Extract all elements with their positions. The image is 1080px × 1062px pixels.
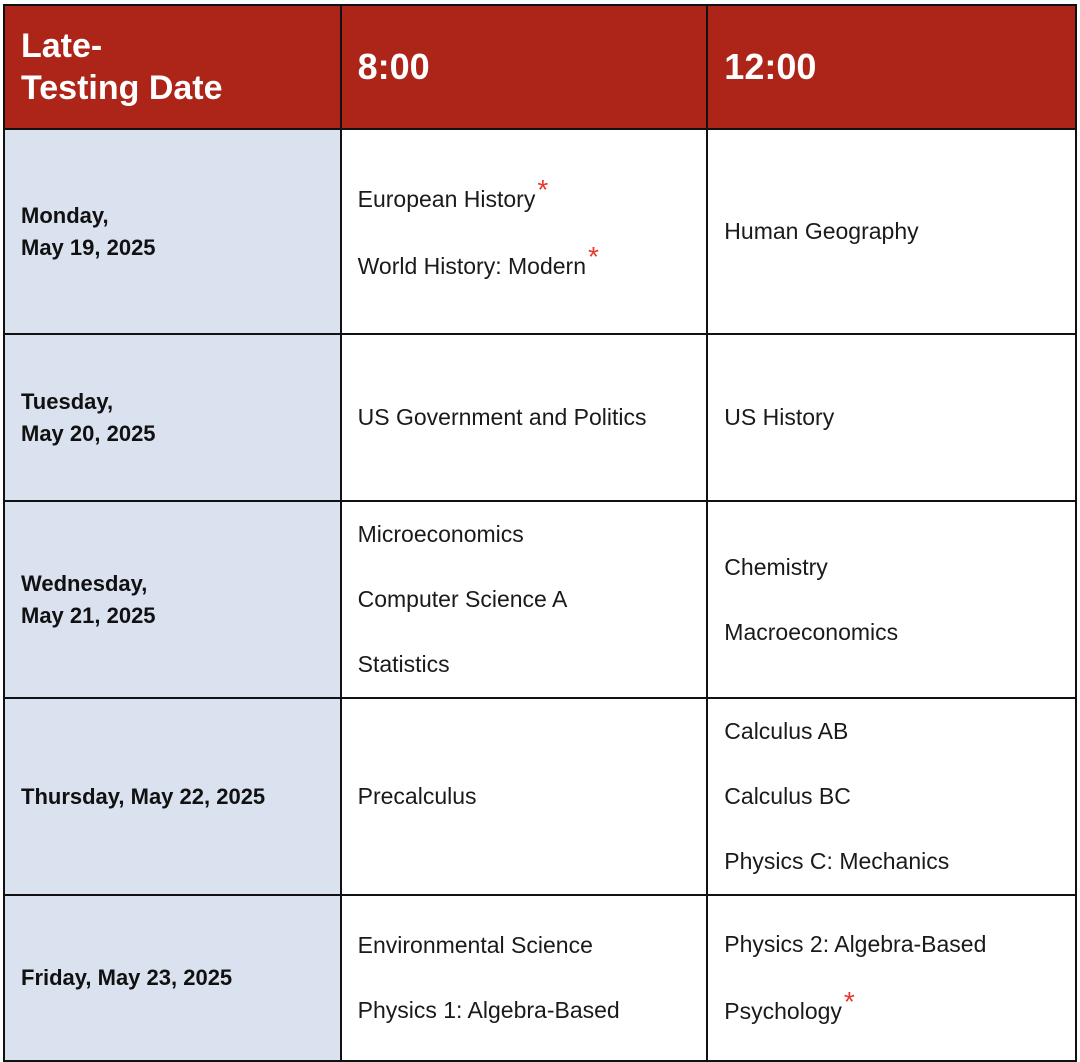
subject-item xyxy=(724,199,1075,264)
subject-item xyxy=(724,600,1075,665)
subject-name: Precalculus xyxy=(357,783,477,809)
header-time-12: 12:00 xyxy=(707,5,1076,129)
date-text: Wednesday, xyxy=(21,570,148,596)
subject-name: Physics 1: Algebra-Based xyxy=(357,997,620,1023)
session-8-cell xyxy=(341,129,708,334)
session-8-cell xyxy=(341,501,708,698)
schedule-row xyxy=(4,895,1076,1061)
subject-item xyxy=(724,829,1075,894)
date-text: May 21, 2025 xyxy=(21,602,156,628)
date-text: May 20, 2025 xyxy=(21,420,156,446)
schedule-row xyxy=(4,698,1076,895)
subject-name: Environmental Science xyxy=(357,932,593,958)
subject-name: Statistics xyxy=(357,651,450,677)
subject-item xyxy=(358,978,707,1043)
subject-item xyxy=(358,165,707,232)
subject-item xyxy=(358,385,707,450)
header-row xyxy=(4,5,1076,129)
header-date-column xyxy=(4,5,341,129)
header-date-line2: Testing Date xyxy=(21,69,223,107)
date-text: Thursday, May 22, 2025 xyxy=(21,783,266,809)
subject-name: Calculus AB xyxy=(724,718,849,744)
subject-item xyxy=(358,913,707,978)
subject-item xyxy=(358,567,707,632)
subject-name: Human Geography xyxy=(724,218,919,244)
late-testing-schedule-table xyxy=(3,4,1077,1062)
session-12-cell xyxy=(707,334,1076,501)
subject-name: Psychology xyxy=(724,998,842,1024)
subject-item xyxy=(358,232,707,299)
subject-item xyxy=(358,502,707,567)
subject-item xyxy=(358,764,707,829)
subject-name: Computer Science A xyxy=(357,586,568,612)
date-text: Tuesday, xyxy=(21,388,114,414)
date-cell xyxy=(4,895,341,1061)
asterisk-mark: * xyxy=(588,240,599,272)
subject-name: Physics 2: Algebra-Based xyxy=(724,931,987,957)
schedule-row xyxy=(4,129,1076,334)
header-time-8: 8:00 xyxy=(341,5,708,129)
subject-item xyxy=(724,977,1075,1044)
subject-item xyxy=(724,535,1075,600)
subject-name: Microeconomics xyxy=(357,521,524,547)
session-8-cell xyxy=(341,334,708,501)
subject-name: Macroeconomics xyxy=(724,618,899,645)
date-text: May 19, 2025 xyxy=(21,234,156,260)
session-8-cell xyxy=(341,895,708,1061)
session-12-cell xyxy=(707,501,1076,698)
header-date-line1: Late- xyxy=(21,27,103,65)
subject-name: Calculus BC xyxy=(724,783,851,809)
subject-name: World History: Modern xyxy=(357,252,586,279)
subject-name: European History xyxy=(357,185,536,212)
session-8-cell xyxy=(341,698,708,895)
subject-name: US History xyxy=(724,404,835,430)
subject-name: Physics C: Mechanics xyxy=(724,848,950,874)
date-cell xyxy=(4,501,341,698)
subject-name: Chemistry xyxy=(724,553,828,580)
subject-item xyxy=(724,699,1075,764)
date-cell xyxy=(4,698,341,895)
session-12-cell xyxy=(707,698,1076,895)
schedule-row xyxy=(4,501,1076,698)
subject-item xyxy=(724,764,1075,829)
date-text: Friday, May 23, 2025 xyxy=(21,965,233,990)
date-cell xyxy=(4,129,341,334)
session-12-cell xyxy=(707,129,1076,334)
asterisk-mark: * xyxy=(843,986,855,1017)
date-text: Monday, xyxy=(21,202,109,228)
subject-name: US Government and Politics xyxy=(357,404,647,430)
session-12-cell xyxy=(707,895,1076,1061)
subject-item xyxy=(358,632,707,697)
subject-item xyxy=(724,912,1075,977)
asterisk-mark: * xyxy=(537,173,549,205)
schedule-row xyxy=(4,334,1076,501)
date-cell xyxy=(4,334,341,501)
subject-item xyxy=(724,385,1075,450)
